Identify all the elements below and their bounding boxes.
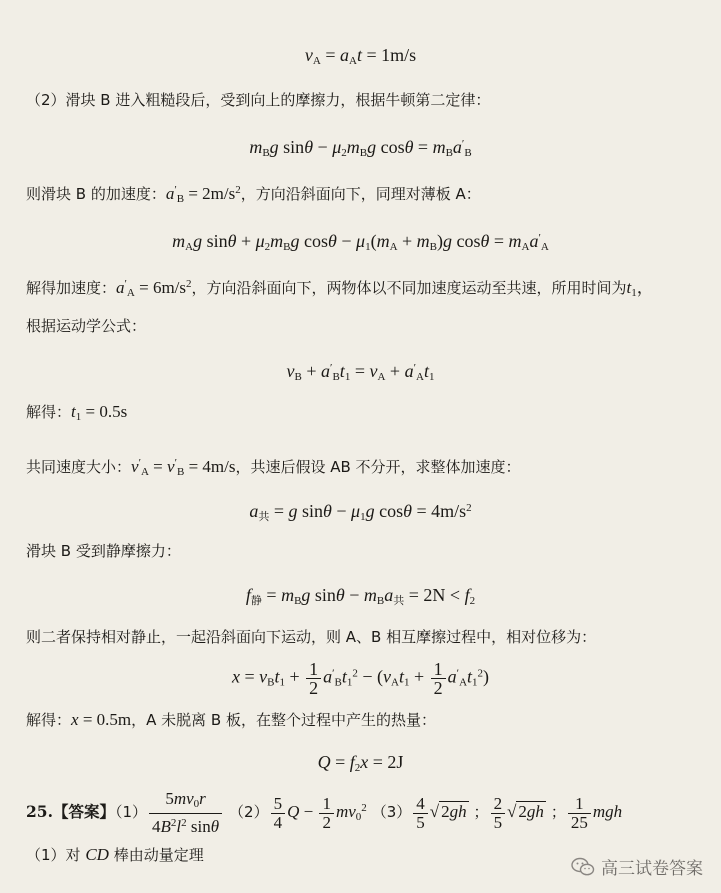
t1-value: $t_1 = 0.5s$ — [71, 402, 128, 423]
equation-vA: $v_A = a_At = 1m/s$ — [304, 45, 417, 67]
aA-prefix: 解得加速度： — [26, 279, 117, 297]
q25-number: 25.【答案】 — [26, 801, 115, 821]
aB-value: $a'_B = 2m/s^2$ — [165, 184, 241, 205]
q25-separator-2: ； — [550, 802, 566, 821]
equation-common-acceleration: $a_共 = g$ $\sin\theta - \mu_1g$ $\cos\theta = 4m/s^2$ — [249, 501, 472, 523]
answer-25 — [26, 790, 622, 836]
x-suffix: ，A 未脱离 B 板，在整个过程中产生的热量： — [131, 711, 436, 729]
q25-part3-expr-a: $\frac{4}{5}$ √ 2gh — [411, 802, 468, 821]
v-suffix: ，共速后假设 AB 不分开，求整体加速度： — [235, 458, 521, 476]
watermark-text: 高三试卷答案 — [601, 859, 703, 879]
equation-static-friction: $f_静 = m_Bg$ $\sin\theta - m_Ba_共 = 2N < f_2$ — [245, 585, 476, 607]
v-value: $v'_A = v'_B = 4m/s$ — [131, 457, 236, 478]
q25-part3-label: （3） — [371, 802, 412, 821]
t1-prefix: 解得： — [26, 403, 72, 421]
x-prefix: 解得： — [26, 711, 72, 729]
x-value: x = 0.5m — [71, 710, 132, 729]
paragraph-x — [26, 710, 436, 730]
equation-relative-displacement: $x = v_Bt_1$ + $\frac{1}{2}$ $a'_Bt_1^2 - (v_At_1$ + $\frac{1}{2}$ $a'_At_1^2$) — [231, 659, 490, 698]
q25-part2-expr: $\frac{5}{4}$ Q − $\frac{1}{2}$ $mv_0^2$ — [269, 802, 367, 821]
paragraph-part2-intro: （2）滑块 B 进入粗糙段后，受到向上的摩擦力，根据牛顿第二定律： — [26, 91, 491, 109]
aA-value: $a'_A = 6m/s^2$ — [116, 278, 192, 299]
equation-B-newton: $m_Bg$ $\sin\theta - \mu_2m_Bg$ $\cos\theta = m_Ba'_B$ — [249, 137, 472, 159]
equation-A-newton: $m_Ag$ $\sin\theta + \mu_2m_Bg$ $\cos\theta - \mu_1(m_A + m_B)g$ $\cos\theta = m_Aa'_A$ — [172, 231, 549, 253]
paragraph-common-speed — [26, 453, 521, 482]
q25-part1-expr: $\frac{5mv_0r}{4B^2l^2 \sin\theta}$ — [147, 802, 224, 821]
equation-common-velocity: $v_B + a'_Bt_1 = v_A + a'_At_1$ — [286, 361, 435, 383]
aA-t1: $t_1$， — [626, 278, 654, 299]
paragraph-aB — [26, 180, 481, 209]
paragraph-aA — [26, 274, 654, 303]
v-prefix: 共同速度大小： — [26, 458, 132, 476]
paragraph-q25-part1: （1）对 CD 棒由动量定理 — [26, 845, 204, 864]
q25-part3-expr-b: $\frac{2}{5}$ √ 2gh — [489, 802, 546, 821]
paragraph-t1 — [26, 402, 127, 427]
watermark — [571, 854, 703, 879]
q25-separator: ； — [473, 802, 489, 821]
aB-prefix: 则滑块 B 的加速度： — [26, 185, 166, 203]
paragraph-static-friction: 滑块 B 受到静摩擦力： — [26, 542, 181, 560]
equation-heat: $Q = f_2x = 2J$ — [317, 752, 404, 774]
paragraph-relative-motion: 则二者保持相对静止，一起沿斜面向下运动，则 A、B 相互摩擦过程中，相对位移为： — [26, 628, 597, 646]
aB-suffix: ，方向沿斜面向下，同理对薄板 A： — [240, 185, 481, 203]
q25-part3-expr-c: $\frac{1}{25}$ mgh — [566, 802, 622, 821]
paragraph-kinematics: 根据运动学公式： — [26, 317, 147, 335]
q25-part2-label: （2） — [229, 802, 269, 821]
aA-suffix: ，方向沿斜面向下，两物体以不同加速度运动至共速，所用时间为 — [191, 279, 627, 297]
q25-part1-label: （1） — [114, 802, 148, 821]
wechat-icon — [571, 857, 595, 877]
